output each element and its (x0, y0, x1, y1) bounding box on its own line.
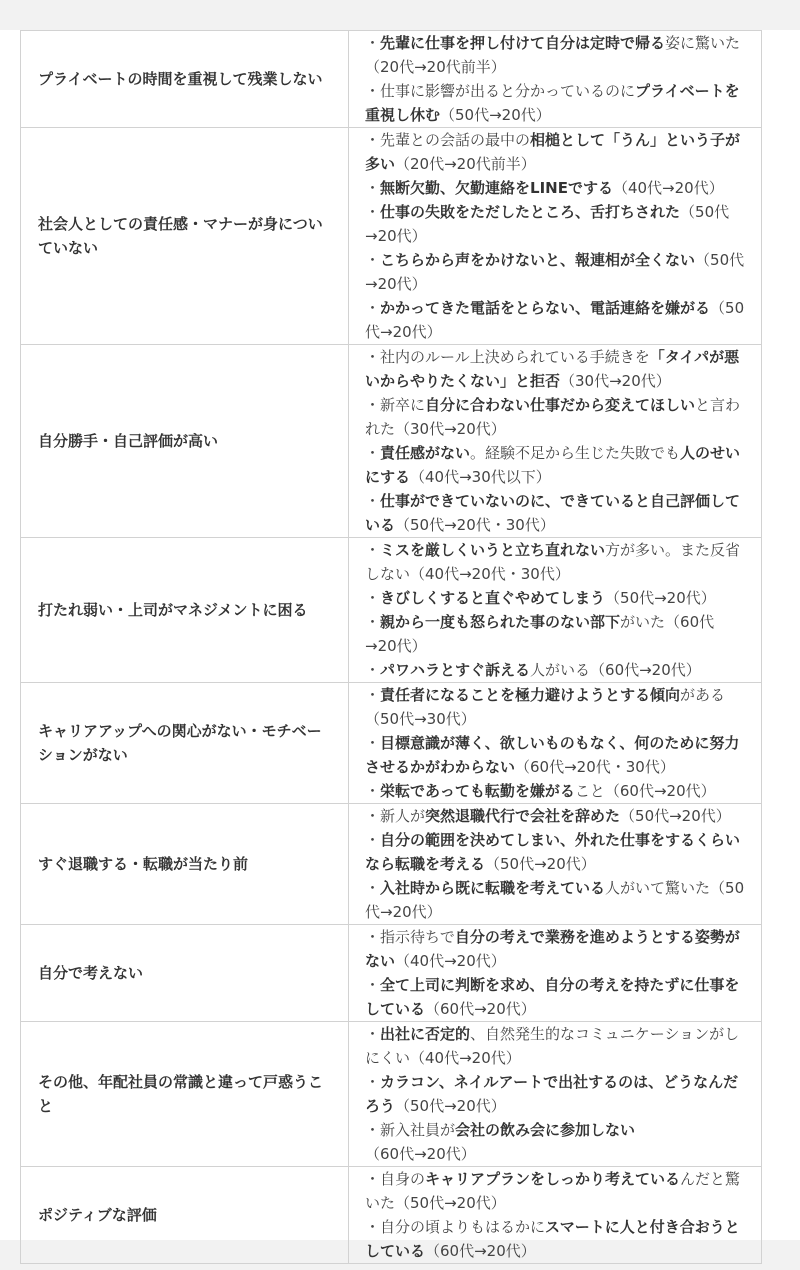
comment-line (365, 393, 745, 441)
comment-line (365, 79, 745, 127)
emphasis-text: 無断欠勤、欠勤連絡をLINEでする (380, 179, 613, 197)
emphasis-text: カラコン、ネイルアートで出社するのは、どうなんだろう (365, 1073, 739, 1115)
table-row (21, 925, 762, 1022)
emphasis-text: 出社に否定的 (380, 1025, 471, 1043)
description-cell (349, 925, 762, 1022)
description-cell (349, 128, 762, 345)
comment-text: ・新人が (365, 807, 426, 825)
comment-text: （50代→20代） (395, 1097, 506, 1115)
emphasis-text: 栄転であっても転勤を嫌がる (380, 782, 575, 800)
table-row (21, 128, 762, 345)
comment-text: 姿に驚いた（20代→20代前半） (365, 34, 741, 76)
comment-text: ・ (365, 34, 381, 52)
comment-line (365, 658, 745, 682)
comment-text: と言われた（30代→20代） (365, 396, 741, 438)
comment-text: ・ (365, 492, 381, 510)
category-cell: その他、年配社員の常識と違って戸惑うこと (21, 1022, 349, 1167)
comment-text: （50代→20代） (620, 807, 731, 825)
emphasis-text: パワハラとすぐ訴える (380, 661, 531, 679)
comment-text: ・先輩との会話の最中の (365, 131, 531, 149)
emphasis-text: ミスを厳しくいうと立ち直れない (380, 541, 606, 559)
table-row (21, 345, 762, 538)
comment-text: （40代→20代） (395, 952, 506, 970)
emphasis-text: 自分の考えで業務を進めようとする姿勢がない (365, 928, 740, 970)
comment-text: 方が多い。また反省しない（40代→20代・30代） (365, 541, 741, 583)
table-row (21, 1022, 762, 1167)
comment-line (365, 610, 745, 658)
comment-text: （50代→20代） (365, 251, 745, 293)
table-row (21, 683, 762, 804)
comment-line (365, 1118, 745, 1166)
category-cell: 社会人としての責任感・マナーが身についていない (21, 128, 349, 345)
comment-line (365, 1167, 745, 1215)
comment-line (365, 876, 745, 924)
page-background (0, 30, 800, 1260)
category-cell: 自分勝手・自己評価が高い (21, 345, 349, 538)
emphasis-text: 会社の飲み会に参加しない (455, 1121, 636, 1139)
comment-text: ・ (365, 203, 381, 221)
comment-text: 、自然発生的なコミュニケーションがしにくい（40代→20代） (365, 1025, 740, 1067)
comment-line (365, 683, 745, 731)
description-cell (349, 683, 762, 804)
comment-text: ・ (365, 976, 381, 994)
survey-table (20, 30, 762, 1264)
emphasis-text: 突然退職代行で会社を辞めた (425, 807, 621, 825)
comment-line (365, 441, 745, 489)
comment-line (365, 296, 745, 344)
comment-line (365, 200, 745, 248)
emphasis-text: こちらから声をかけないと、報連相が全くない (380, 251, 696, 269)
table-row (21, 31, 762, 128)
comment-text: （50代→20代） (365, 203, 730, 245)
comment-text: ・ (365, 444, 381, 462)
emphasis-text: プライベートを重視し休む (365, 82, 740, 124)
comment-text: （50代→20代） (485, 855, 596, 873)
emphasis-text: 入社時から既に転職を考えている (380, 879, 606, 897)
comment-text: ・ (365, 782, 381, 800)
comment-text: がいた（60代→20代） (365, 613, 715, 655)
comment-text: ・ (365, 541, 381, 559)
comment-line (365, 345, 745, 393)
emphasis-text: かかってきた電話をとらない、電話連絡を嫌がる (380, 299, 711, 317)
emphasis-text: 責任感がない (380, 444, 471, 462)
comment-text: ・ (365, 1073, 381, 1091)
survey-table-body (21, 31, 762, 1264)
comment-line (365, 128, 745, 176)
emphasis-text: 仕事ができていないのに、できていると自己評価している (365, 492, 741, 534)
comment-text: ・自身の (365, 1170, 426, 1188)
comment-line (365, 804, 745, 828)
comment-text: ・ (365, 589, 381, 607)
comment-text: ・ (365, 831, 381, 849)
comment-text: ・自分の頃よりもはるかに (365, 1218, 546, 1236)
emphasis-text: きびしくすると直ぐやめてしまう (380, 589, 606, 607)
comment-text: （40代→20代） (612, 179, 724, 197)
comment-line (365, 31, 745, 79)
comment-text: 。経験不足から生じた失敗でも (470, 444, 681, 462)
comment-line (365, 538, 745, 586)
comment-text: ・ (365, 251, 381, 269)
category-cell: キャリアアップへの関心がない・モチベーションがない (21, 683, 349, 804)
comment-text: （60代→20代） (365, 1145, 476, 1163)
comment-line (365, 1070, 745, 1118)
comment-text: ・ (365, 299, 381, 317)
comment-line (365, 586, 745, 610)
table-row (21, 1167, 762, 1264)
emphasis-text: 相槌として「うん」という子が多い (365, 131, 741, 173)
comment-line (365, 248, 745, 296)
description-cell (349, 1167, 762, 1264)
comment-text: ・ (365, 686, 381, 704)
table-row (21, 538, 762, 683)
comment-line (365, 1022, 745, 1070)
description-cell (349, 345, 762, 538)
emphasis-text: 「タイパが悪いからやりたくない」と拒否 (365, 348, 740, 390)
comment-text: ・新卒に (365, 396, 426, 414)
comment-line (365, 731, 745, 779)
comment-text: ・ (365, 613, 381, 631)
comment-line (365, 176, 745, 200)
comment-text: （50代→20代） (440, 106, 551, 124)
comment-line (365, 828, 745, 876)
comment-line (365, 1215, 745, 1263)
description-cell (349, 31, 762, 128)
emphasis-text: 仕事の失敗をただしたところ、舌打ちされた (380, 203, 681, 221)
description-cell (349, 1022, 762, 1167)
comment-text: ・指示待ちで (365, 928, 455, 946)
comment-text: ・仕事に影響が出ると分かっているのに (365, 82, 636, 100)
emphasis-text: 責任者になることを極力避けようとする傾向 (380, 686, 681, 704)
description-cell (349, 538, 762, 683)
comment-text: ・社内のルール上決められている手続きを (365, 348, 650, 366)
category-cell: すぐ退職する・転職が当たり前 (21, 804, 349, 925)
comment-text: ・ (365, 734, 381, 752)
comment-text: ・ (365, 879, 381, 897)
comment-text: 人がいて驚いた（50代→20代） (365, 879, 745, 921)
category-cell: 自分で考えない (21, 925, 349, 1022)
comment-text: （60代→20代） (425, 1242, 536, 1260)
comment-text: ・新入社員が (365, 1121, 456, 1139)
comment-text: （50代→20代・30代） (395, 516, 555, 534)
comment-line (365, 779, 745, 803)
comment-text: ・ (365, 179, 381, 197)
emphasis-text: 目標意識が薄く、欲しいものもなく、何のために努力させるかがわからない (365, 734, 740, 776)
emphasis-text: 全て上司に判断を求め、自分の考えを持たずに仕事をしている (365, 976, 740, 1018)
emphasis-text: 先輩に仕事を押し付けて自分は定時で帰る (380, 34, 666, 52)
description-cell (349, 804, 762, 925)
emphasis-text: 人のせいにする (365, 444, 741, 486)
comment-text: ・ (365, 661, 381, 679)
comment-text: 人がいる（60代→20代） (530, 661, 701, 679)
comment-text: がある（50代→30代） (365, 686, 726, 728)
comment-text: ・ (365, 1025, 381, 1043)
comment-text: （30代→20代） (560, 372, 671, 390)
comment-text: （40代→30代以下） (410, 468, 551, 486)
emphasis-text: スマートに人と付き合おうとしている (365, 1218, 740, 1260)
comment-text: こと（60代→20代） (574, 782, 716, 800)
comment-text: （60代→20代・30代） (515, 758, 675, 776)
emphasis-text: 自分に合わない仕事だから変えてほしい (425, 396, 696, 414)
comment-text: （60代→20代） (425, 1000, 536, 1018)
comment-text: （20代→20代前半） (395, 155, 536, 173)
comment-line (365, 973, 745, 1021)
category-cell: ポジティブな評価 (21, 1167, 349, 1264)
category-cell: 打たれ弱い・上司がマネジメントに困る (21, 538, 349, 683)
emphasis-text: 自分の範囲を決めてしまい、外れた仕事をするくらいなら転職を考える (365, 831, 741, 873)
comment-text: んだと驚いた（50代→20代） (365, 1170, 741, 1212)
category-cell: プライベートの時間を重視して残業しない (21, 31, 349, 128)
emphasis-text: 親から一度も怒られた事のない部下 (380, 613, 621, 631)
emphasis-text: キャリアプランをしっかり考えている (425, 1170, 681, 1188)
comment-line (365, 925, 745, 973)
comment-line (365, 489, 745, 537)
comment-text: （50代→20代） (605, 589, 716, 607)
comment-text: （50代→20代） (365, 299, 745, 341)
table-row (21, 804, 762, 925)
